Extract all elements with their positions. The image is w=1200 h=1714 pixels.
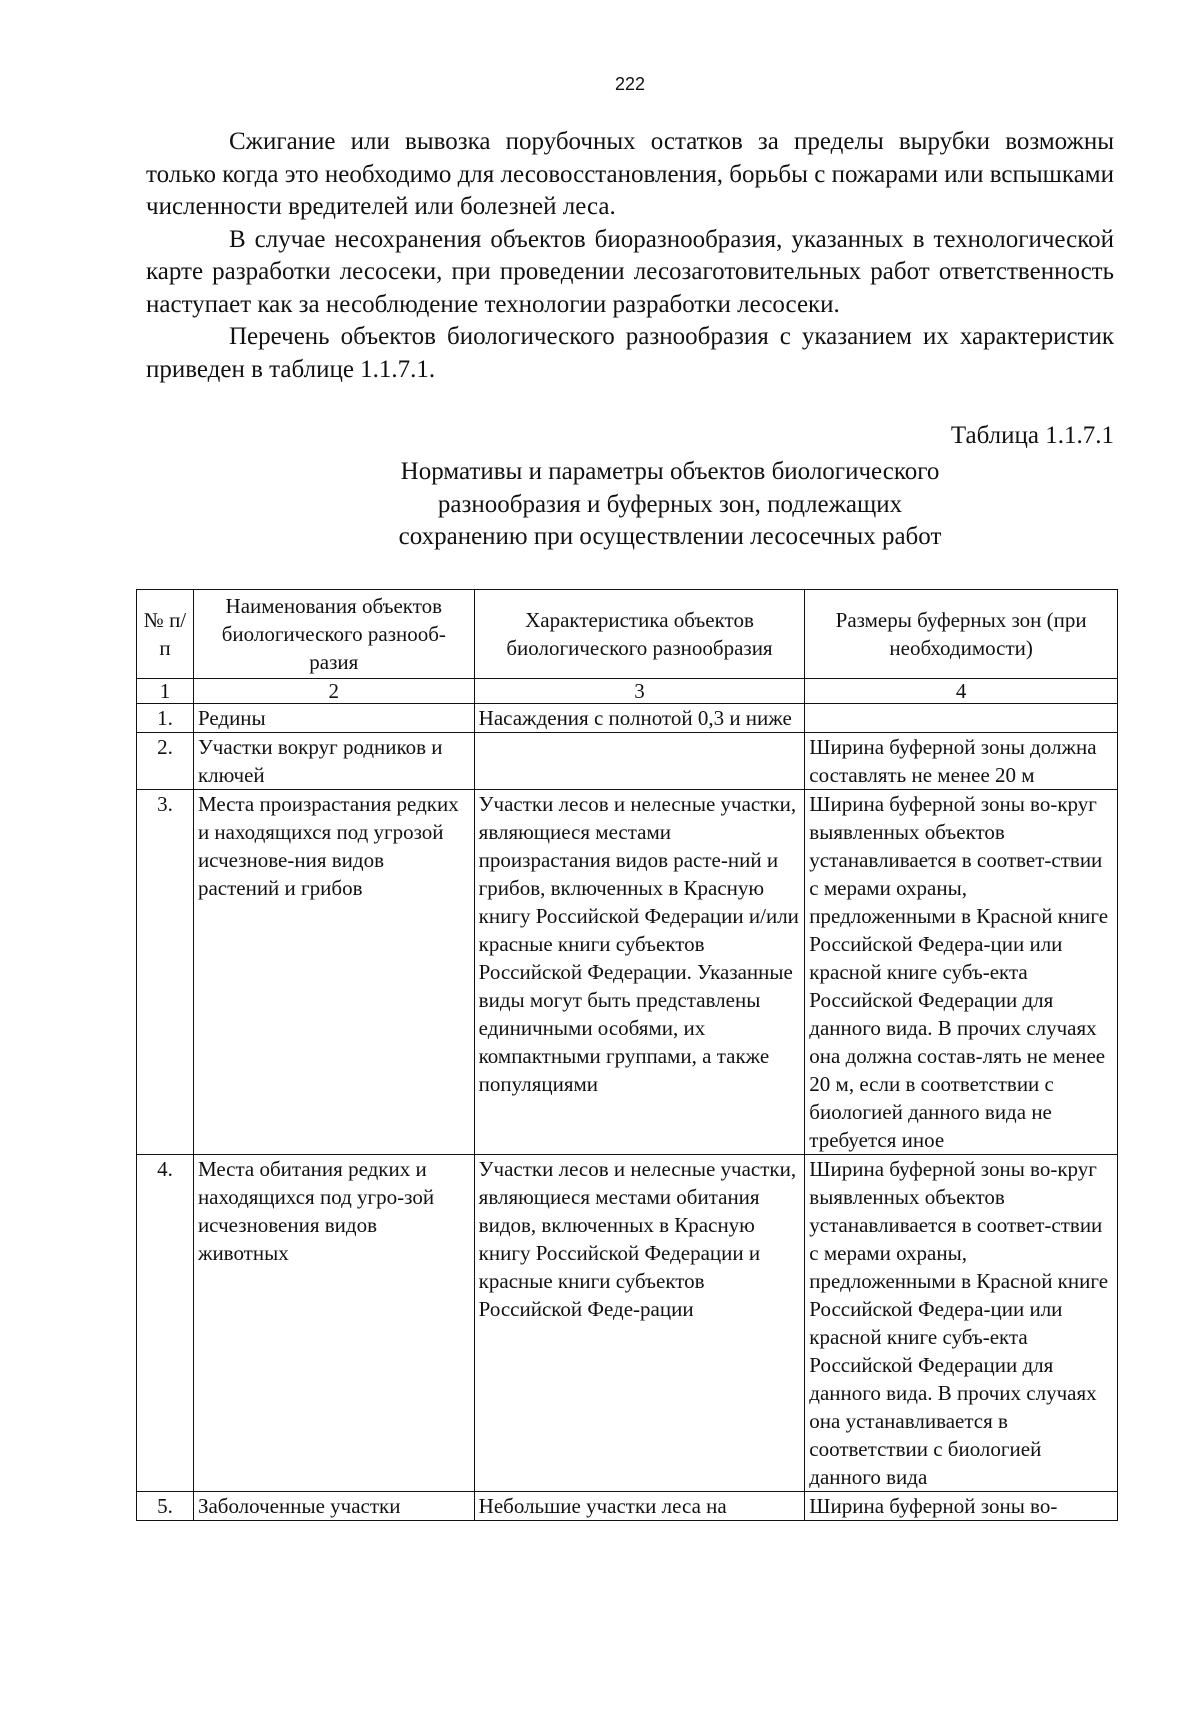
table-title bbox=[340, 456, 1000, 554]
row-number: 3. bbox=[137, 790, 194, 1155]
table-row bbox=[137, 1492, 1118, 1521]
object-characteristic: Насаждения с полнотой 0,3 и ниже bbox=[474, 704, 805, 733]
object-name: Редины bbox=[193, 704, 474, 733]
object-name: Участки вокруг родников и ключей bbox=[193, 733, 474, 790]
paragraph: Сжигание или вывозка порубочных остатков за пределы вырубки возможны только когда это необходимо для лесовосстановления, борьбы с пожарами или вспышками численности вредителей или болезней леса. bbox=[146, 128, 1114, 220]
buffer-zone-size: Ширина буферной зоны во-круг выявленных объектов устанавливается в соответ-ствии с мерами охраны, предложенными в Красной книге Российской Федера-ции или красной книге субъ-екта Российской Федерации для данного вида. В прочих случаях она должна состав-лять не менее 20 м, если в соответствии с биологией данного вида не требуется иное bbox=[805, 790, 1118, 1155]
table-row bbox=[137, 1155, 1118, 1492]
row-number: 2. bbox=[137, 733, 194, 790]
column-number-row bbox=[137, 679, 1118, 704]
header-cell-number: № п/п bbox=[137, 590, 194, 679]
paragraph: Перечень объектов биологического разнообразия с указанием их характеристик приведен в таблице 1.1.7.1. bbox=[146, 323, 1114, 383]
column-number: 1 bbox=[137, 679, 194, 704]
object-name: Заболоченные участки bbox=[193, 1492, 474, 1521]
table-row bbox=[137, 733, 1118, 790]
column-number: 3 bbox=[474, 679, 805, 704]
object-name: Места обитания редких и находящихся под угро-зой исчезновения видов животных bbox=[193, 1155, 474, 1492]
table-row bbox=[137, 704, 1118, 733]
page-number: 222 bbox=[614, 74, 646, 94]
header-cell-buffer: Размеры буферных зон (при необходимости) bbox=[805, 590, 1118, 679]
row-number: 4. bbox=[137, 1155, 194, 1492]
object-characteristic bbox=[474, 733, 805, 790]
row-number: 1. bbox=[137, 704, 194, 733]
object-characteristic: Участки лесов и нелесные участки, являющиеся местами произрастания видов расте-ний и грибов, включенных в Красную книгу Российской Федерации и/или красные книги субъектов Российской Федерации. Указанные виды могут быть представлены единичными особями, их компактными группами, а также популяциями bbox=[474, 790, 805, 1155]
buffer-zone-size: Ширина буферной зоны должна составлять не менее 20 м bbox=[805, 733, 1118, 790]
table-title-line: сохранению при осуществлении лесосечных работ bbox=[398, 523, 942, 550]
biodiversity-table bbox=[136, 589, 1118, 1521]
object-characteristic: Участки лесов и нелесные участки, являющиеся местами обитания видов, включенных в Красную книгу Российской Федерации и красные книги субъектов Российской Феде-рации bbox=[474, 1155, 805, 1492]
body-text bbox=[146, 126, 1114, 386]
buffer-zone-size bbox=[805, 704, 1118, 733]
table-header-row bbox=[137, 590, 1118, 679]
table-title-line: разнообразия и буферных зон, подлежащих bbox=[437, 490, 903, 518]
buffer-zone-size: Ширина буферной зоны во-круг выявленных объектов устанавливается в соответ-ствии с мерами охраны, предложенными в Красной книге Российской Федера-ции или красной книге субъ-екта Российской Федерации для данного вида. В прочих случаях она устанавливается в соответствии с биологией данного вида bbox=[805, 1155, 1118, 1492]
row-number: 5. bbox=[137, 1492, 194, 1521]
table-label: Таблица 1.1.7.1 bbox=[950, 422, 1114, 449]
paragraph: В случае несохранения объектов биоразнообразия, указанных в технологической карте разработки лесосеки, при проведении лесозаготовительных работ ответственность наступает как за несоблюдение технологии разработки лесосеки. bbox=[146, 225, 1114, 318]
object-name: Места произрастания редких и находящихся под угрозой исчезнове-ния видов растений и грибов bbox=[193, 790, 474, 1155]
table-row bbox=[137, 790, 1118, 1155]
column-number: 4 bbox=[805, 679, 1118, 704]
table-title-line: Нормативы и параметры объектов биологического bbox=[400, 458, 940, 485]
buffer-zone-size: Ширина буферной зоны во- bbox=[805, 1492, 1118, 1521]
header-cell-characteristic: Характеристика объектов биологического разнообразия bbox=[474, 590, 805, 679]
header-cell-name: Наименования объектов биологического разнооб-разия bbox=[193, 590, 474, 679]
column-number: 2 bbox=[193, 679, 474, 704]
object-characteristic: Небольшие участки леса на bbox=[474, 1492, 805, 1521]
